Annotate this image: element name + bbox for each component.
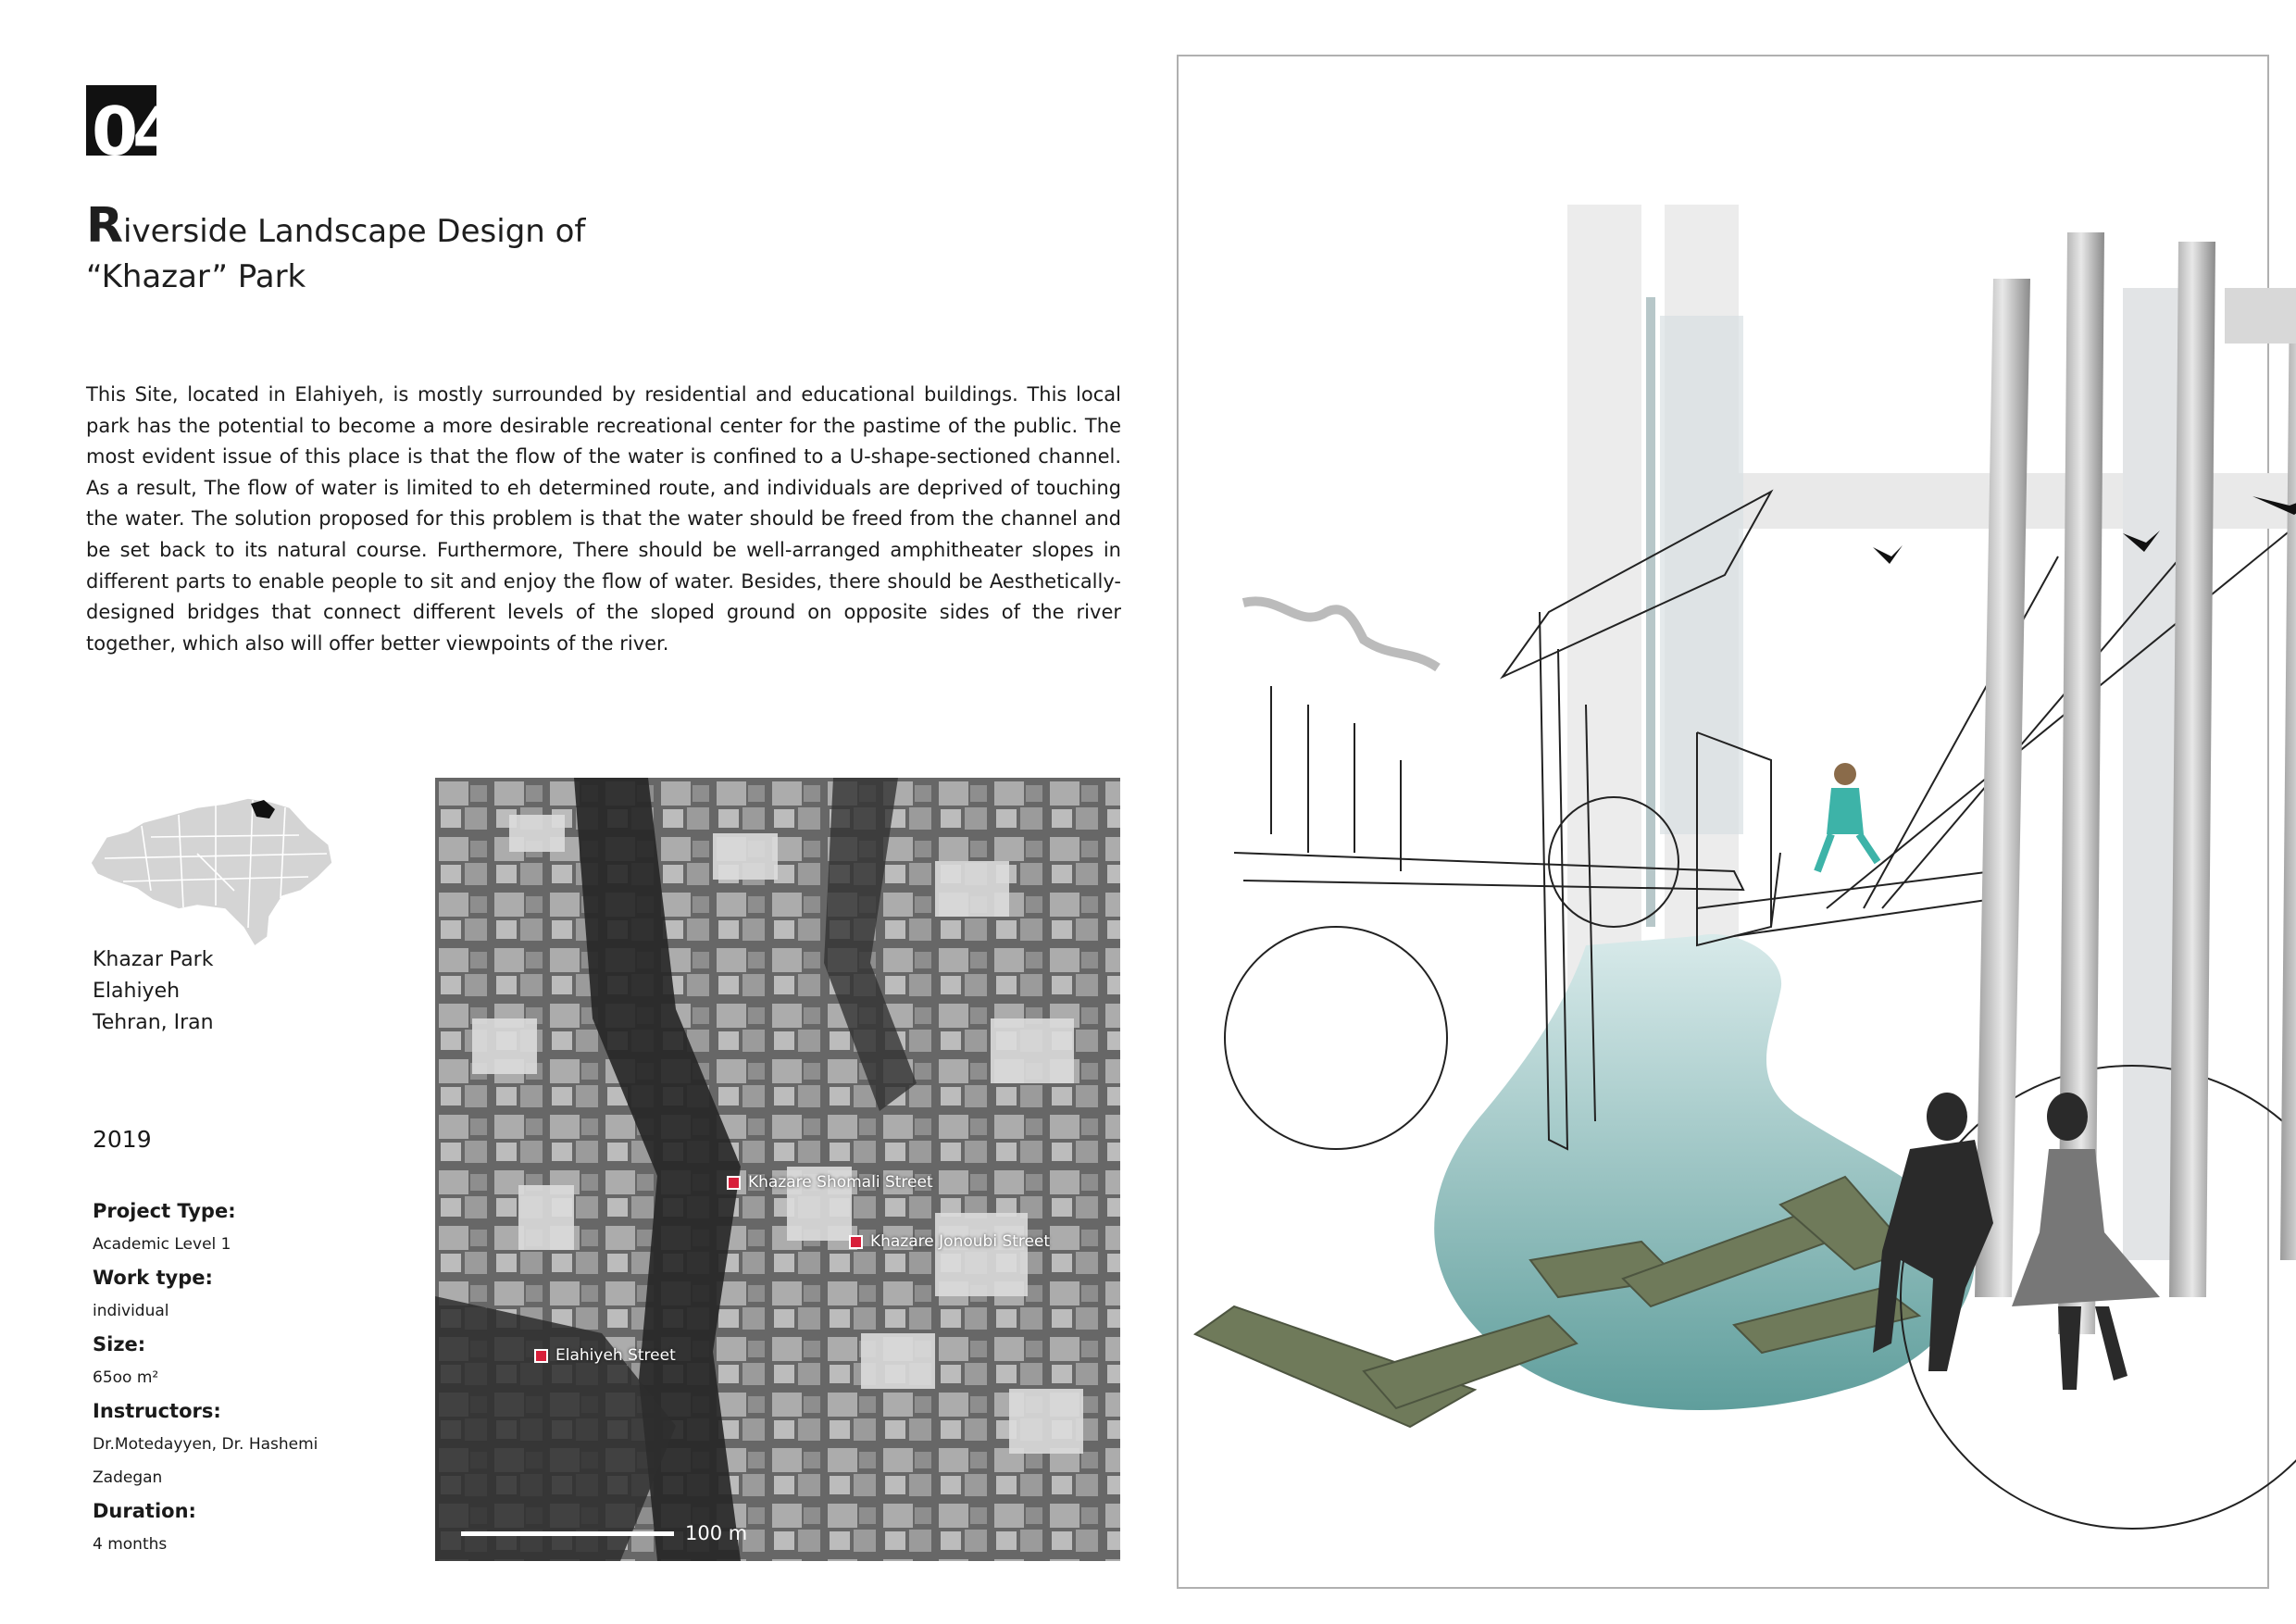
street-label: Khazare Shomali Street [748,1173,933,1192]
project-details [93,1194,370,1561]
birch-tree [1975,279,2030,1297]
tehran-outline [91,798,332,946]
size-label: Size: [93,1333,146,1355]
project-type-value: Academic Level 1 [93,1235,231,1254]
location-block [93,944,214,1039]
street-marker-square [534,1349,548,1363]
instructors-label: Instructors: [93,1400,221,1422]
street-marker-square [849,1235,863,1249]
project-year: 2019 [93,1126,152,1153]
title-line-1-text: iverside Landscape Design of [123,213,586,250]
project-description: This Site, located in Elahiyeh, is mostly surrounded by residential and educational buildings. This local park has the potential to become a more desirable recreational center for the pastime of the public. The most evident issue of this place is that the flow of the water is confined to a U-shape-sectioned channel. As a result, The flow of water is limited to eh determined route, and individuals are deprived of touching the water. The solution proposed for this problem is that the water should be freed from the channel and be set back to its natural course. Furthermore, There should be well-arranged amphitheater slopes in different parts to enable people to sit and enjoy the flow of water. Besides, there should be Aesthetically-designed bridges that connect different levels of the sloped ground on opposite sides of the river together, which also will offer better viewpoints of the river. [86,383,1121,655]
instructors-value-2: Zadegan [93,1468,163,1487]
sky-panel [1660,316,1743,834]
duration-label: Duration: [93,1500,196,1522]
duration-value: 4 months [93,1535,168,1554]
street-marker-square [727,1176,741,1190]
birch-tree [2280,288,2296,1260]
smoke-wisp [1243,601,1438,668]
concept-collage [1177,55,2269,1589]
location-park: Khazar Park [93,948,214,971]
location-city: Tehran, Iran [93,1011,214,1034]
scale-bar-line [461,1531,674,1536]
street-marker [534,1346,676,1365]
work-type-label: Work type: [93,1267,213,1289]
street-marker [727,1173,933,1192]
project-type-label: Project Type: [93,1200,236,1222]
pale-panel-right [2123,288,2178,1260]
street-label: Khazare Jonoubi Street [870,1232,1051,1251]
scale-bar-label: 100 m [685,1522,748,1544]
glass-strip [1646,297,1655,927]
pale-band-top [2225,288,2296,344]
aerial-image [435,778,1120,1561]
aerial-site-photo [435,778,1120,1561]
tehran-location-map [86,789,336,951]
pale-panel [1567,205,1641,1038]
collage-illustration [1179,56,2271,1591]
title-initial: R [86,198,124,254]
child-figure [1817,763,1878,871]
location-district: Elahiyeh [93,980,181,1003]
work-type-value: individual [93,1302,169,1320]
title-line-1 [86,198,734,255]
title-line-2: “Khazar” Park [86,258,306,295]
page-title [86,198,734,300]
size-value: 65oo m² [93,1368,159,1387]
street-label: Elahiyeh Street [555,1346,676,1365]
section-number-badge [86,85,174,170]
street-marker [849,1232,1050,1251]
instructors-value-1: Dr.Motedayyen, Dr. Hashemi [93,1435,318,1454]
scale-bar [461,1522,747,1544]
bird-icon [1873,545,1903,564]
section-number: 04 [92,93,174,170]
